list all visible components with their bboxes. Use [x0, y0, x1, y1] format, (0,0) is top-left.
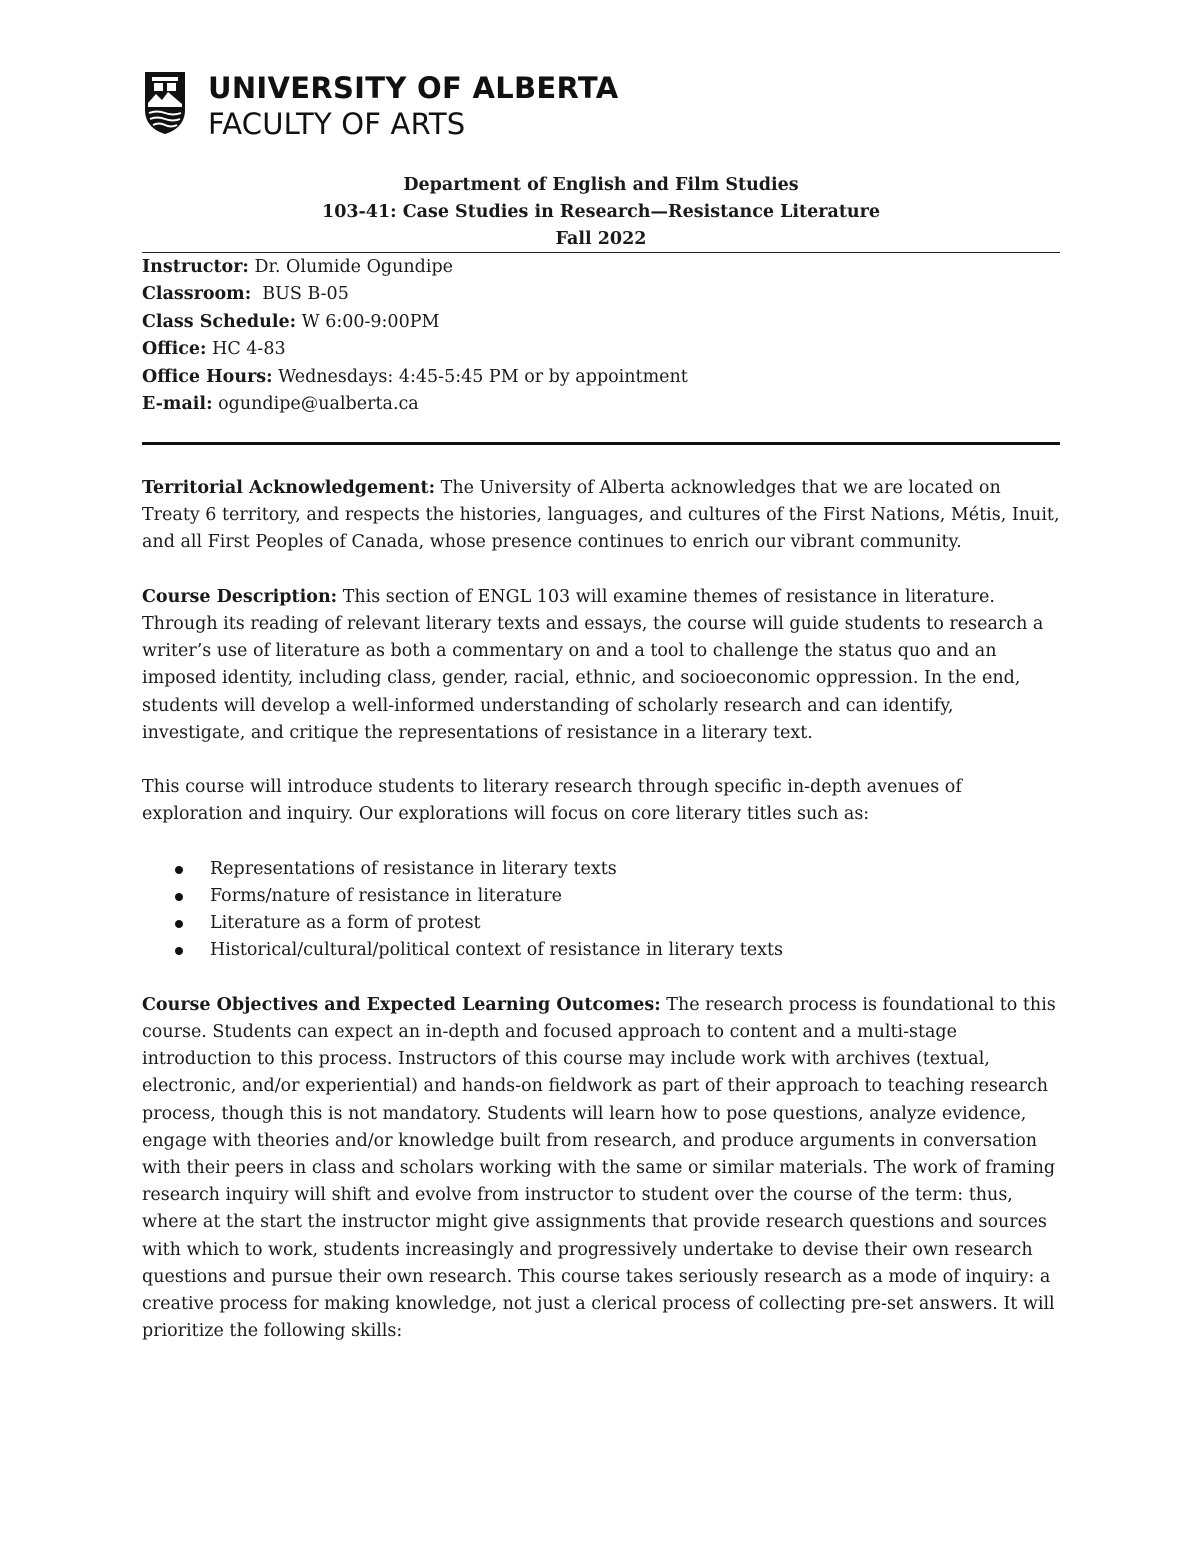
territorial-label: Territorial Acknowledgement: — [142, 478, 436, 498]
classroom-label: Classroom: — [142, 284, 252, 305]
logo-university-name: UNIVERSITY OF ALBERTA — [208, 71, 619, 105]
course-info — [142, 254, 688, 418]
schedule-line — [142, 309, 688, 336]
description-label: Course Description: — [142, 586, 338, 607]
topics-list — [142, 856, 1060, 965]
email-value: ogundipe@ualberta.ca — [212, 394, 419, 415]
bullet-icon — [175, 920, 183, 928]
classroom-value: BUS B-05 — [251, 284, 349, 305]
list-item-text: Representations of resistance in literary texts — [210, 858, 617, 879]
list-item — [142, 856, 1060, 883]
office-hours-line — [142, 364, 688, 391]
course-title: 103-41: Case Studies in Research—Resistance Literature — [322, 202, 880, 222]
instructor-value: Dr. Olumide Ogundipe — [248, 257, 454, 277]
course-header — [142, 172, 1060, 253]
header-divider — [142, 252, 1060, 253]
territorial-text: The University of Alberta acknowledges that we are located on Treaty 6 territory, and respects the histories, languages, and cultures of the First Nations, Métis, Inuit, and all First Peoples of Canada, whose presence continues to enrich our vibrant community. — [142, 478, 1060, 553]
syllabus-body — [142, 475, 1060, 1373]
instructor-label: Instructor: — [142, 257, 249, 277]
email-label: E-mail: — [142, 394, 213, 415]
university-logo — [142, 70, 618, 139]
bullet-icon — [175, 893, 183, 901]
logo-faculty-name: FACULTY OF ARTS — [208, 107, 466, 141]
classroom-line — [142, 281, 688, 308]
info-divider — [142, 442, 1060, 445]
bullet-icon — [175, 947, 183, 955]
intro-paragraph: This course will introduce students to literary research through specific in-depth avenues of exploration and inquiry. Our explorations will focus on core literary titles such as: — [142, 777, 962, 825]
objectives-paragraph — [142, 992, 1060, 1346]
bullet-icon — [175, 866, 183, 874]
office-hours-value: Wednesdays: 4:45-5:45 PM or by appointment — [272, 366, 688, 387]
list-item-text: Forms/nature of resistance in literature — [210, 886, 562, 906]
objectives-label: Course Objectives and Expected Learning Outcomes: — [142, 994, 661, 1015]
email-line — [142, 391, 688, 418]
schedule-label: Class Schedule: — [142, 311, 297, 332]
instructor-line — [142, 254, 688, 281]
term-title: Fall 2022 — [555, 229, 647, 249]
university-crest-icon — [142, 70, 188, 136]
description-text: This section of ENGL 103 will examine themes of resistance in literature. Through its reading of relevant literary texts and essays, the course will guide students to research a writer’s use of literature as both a commentary on and a tool to challenge the status quo and an imposed identity, including class, gender, racial, ethnic, and socioeconomic oppression. In the end, students will develop a well-informed understanding of scholarly research and can identify, investigate, and critique the representations of resistance in a literary text. — [142, 586, 1044, 743]
description-paragraph — [142, 584, 1060, 747]
objectives-text: The research process is foundational to this course. Students can expect an in-depth and focused approach to content and a multi-stage introduction to this process. Instructors of this course may include work with archives (textual, electronic, and/or experiential) and hands-on fieldwork as part of their approach to teaching research process, though this is not mandatory. Students will learn how to pose questions, analyze evidence, engage with theories and/or knowledge built from research, and produce arguments in conversation with their peers in class and scholars working with the same or similar materials. The work of framing research inquiry will shift and evolve from instructor to student over the course of the term: thus, where at the start the instructor might give assignments that provide research questions and sources with which to work, students increasingly and progressively undertake to devise their own research questions and pursue their own research. This course takes seriously research as a mode of inquiry: a creative process for making knowledge, not just a clerical process of collecting pre-set answers. It will prioritize the following skills: — [142, 994, 1056, 1342]
territorial-paragraph — [142, 475, 1060, 557]
department-title: Department of English and Film Studies — [403, 175, 799, 195]
office-line — [142, 336, 688, 363]
office-value: HC 4-83 — [206, 339, 286, 360]
list-item — [142, 937, 1060, 964]
list-item — [142, 883, 1060, 910]
schedule-value: W 6:00-9:00PM — [296, 311, 440, 332]
office-hours-label: Office Hours: — [142, 366, 273, 387]
office-label: Office: — [142, 339, 207, 360]
list-item-text: Historical/cultural/political context of resistance in literary texts — [210, 940, 783, 961]
list-item-text: Literature as a form of protest — [210, 913, 481, 934]
list-item — [142, 910, 1060, 937]
